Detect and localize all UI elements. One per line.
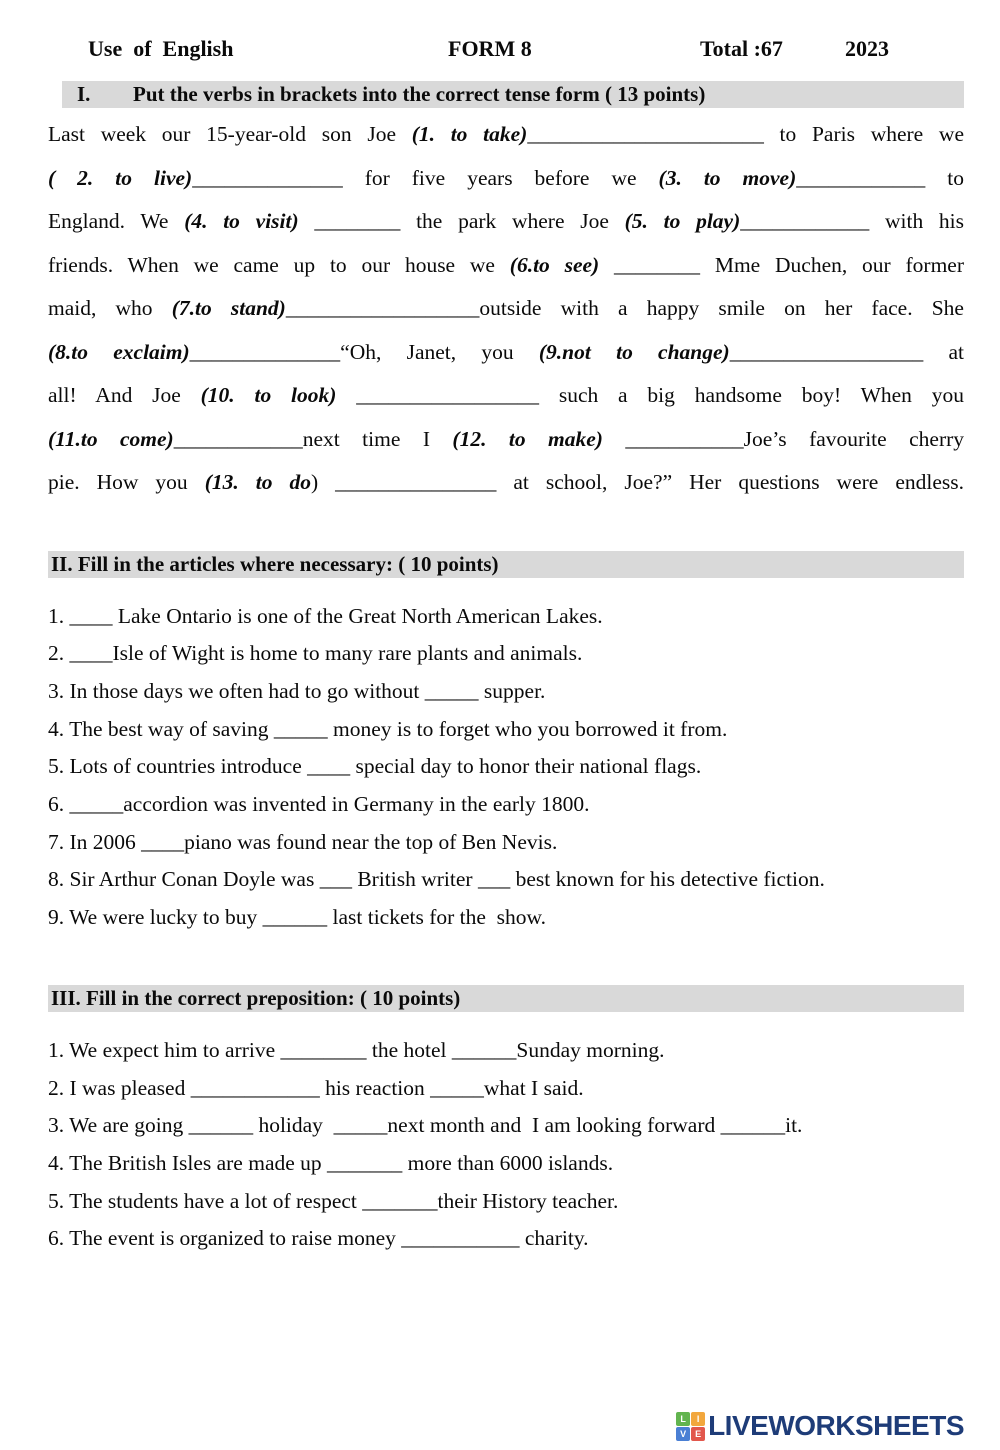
- section3-items: [48, 1032, 964, 1258]
- paragraph-line: Last week our 15-year-old son Joe (1. to take)______________________ to Paris where we: [48, 122, 964, 146]
- header-form: FORM 8: [448, 36, 532, 61]
- logo-square-v: V: [676, 1427, 690, 1441]
- paragraph-line: friends. When we came up to our house we (6.to see) ________ Mme Duchen, our former: [48, 252, 965, 277]
- section1-heading: [62, 81, 964, 108]
- liveworksheets-brand-text: LIVEWORKSHEETS: [708, 1410, 964, 1441]
- liveworksheets-logo-icon: [676, 1412, 705, 1441]
- worksheet-header: [48, 36, 964, 62]
- exercise-item: 2. I was pleased ____________ his reaction _____what I said.: [48, 1075, 584, 1100]
- section2-title: II. Fill in the articles where necessary: ( 10 points): [51, 551, 499, 576]
- section1-paragraph: [48, 113, 964, 505]
- header-subject: Use of English: [88, 36, 234, 61]
- section1-number: I.: [77, 82, 91, 106]
- exercise-item: 5. The students have a lot of respect _______their History teacher.: [48, 1188, 619, 1213]
- logo-square-e: E: [691, 1427, 705, 1441]
- logo-square-i: I: [691, 1412, 705, 1426]
- section3-heading: [48, 985, 964, 1012]
- header-year: 2023: [845, 36, 889, 61]
- exercise-item: 5. Lots of countries introduce ____ special day to honor their national flags.: [48, 754, 702, 779]
- exercise-item: 8. Sir Arthur Conan Doyle was ___ British writer ___ best known for his detective fiction.: [48, 867, 825, 892]
- logo-square-l: L: [676, 1412, 690, 1426]
- exercise-item: 3. We are going ______ holiday _____next month and I am looking forward ______it.: [48, 1113, 803, 1138]
- paragraph-line: maid, who (7.to stand)__________________outside with a happy smile on her face. She: [48, 296, 964, 320]
- exercise-item: 4. The best way of saving _____ money is to forget who you borrowed it from.: [48, 716, 728, 741]
- exercise-item: 1. We expect him to arrive ________ the hotel ______Sunday morning.: [48, 1037, 665, 1062]
- paragraph-line: England. We (4. to visit) ________ the park where Joe (5. to play)____________ with his: [48, 209, 965, 233]
- section1-title: Put the verbs in brackets into the correct tense form ( 13 points): [133, 82, 706, 106]
- exercise-item: 2. ____Isle of Wight is home to many rare plants and animals.: [48, 641, 583, 666]
- liveworksheets-logo[interactable]: [676, 1410, 964, 1442]
- exercise-item: 4. The British Isles are made up _______ more than 6000 islands.: [48, 1150, 614, 1175]
- paragraph-line: all! And Joe (10. to look) _________________ such a big handsome boy! When you: [48, 383, 964, 407]
- worksheet-page: [0, 36, 1000, 1450]
- exercise-item: 6. _____accordion was invented in Germany in the early 1800.: [48, 792, 590, 817]
- header-total-points: Total :67: [700, 36, 783, 61]
- exercise-item: 9. We were lucky to buy ______ last tickets for the show.: [48, 905, 547, 930]
- exercise-item: 7. In 2006 ____piano was found near the top of Ben Nevis.: [48, 829, 558, 854]
- exercise-item: 6. The event is organized to raise money ___________ charity.: [48, 1226, 589, 1251]
- paragraph-line: ( 2. to live)______________ for five years before we (3. to move)____________ to: [48, 165, 964, 190]
- section2-heading: [48, 551, 964, 578]
- exercise-item: 3. In those days we often had to go without _____ supper.: [48, 678, 546, 703]
- section2-items: [48, 598, 964, 937]
- paragraph-line: (11.to come)____________next time I (12. to make) ___________Joe’s favourite cherry: [48, 426, 965, 451]
- paragraph-line: (8.to exclaim)______________“Oh, Janet, you (9.not to change)__________________ at: [48, 339, 964, 364]
- paragraph-line: pie. How you (13. to do) _______________ at school, Joe?” Her questions were endless.: [48, 470, 964, 494]
- exercise-item: 1. ____ Lake Ontario is one of the Great North American Lakes.: [48, 603, 603, 628]
- section3-title: III. Fill in the correct preposition: ( 10 points): [51, 985, 461, 1010]
